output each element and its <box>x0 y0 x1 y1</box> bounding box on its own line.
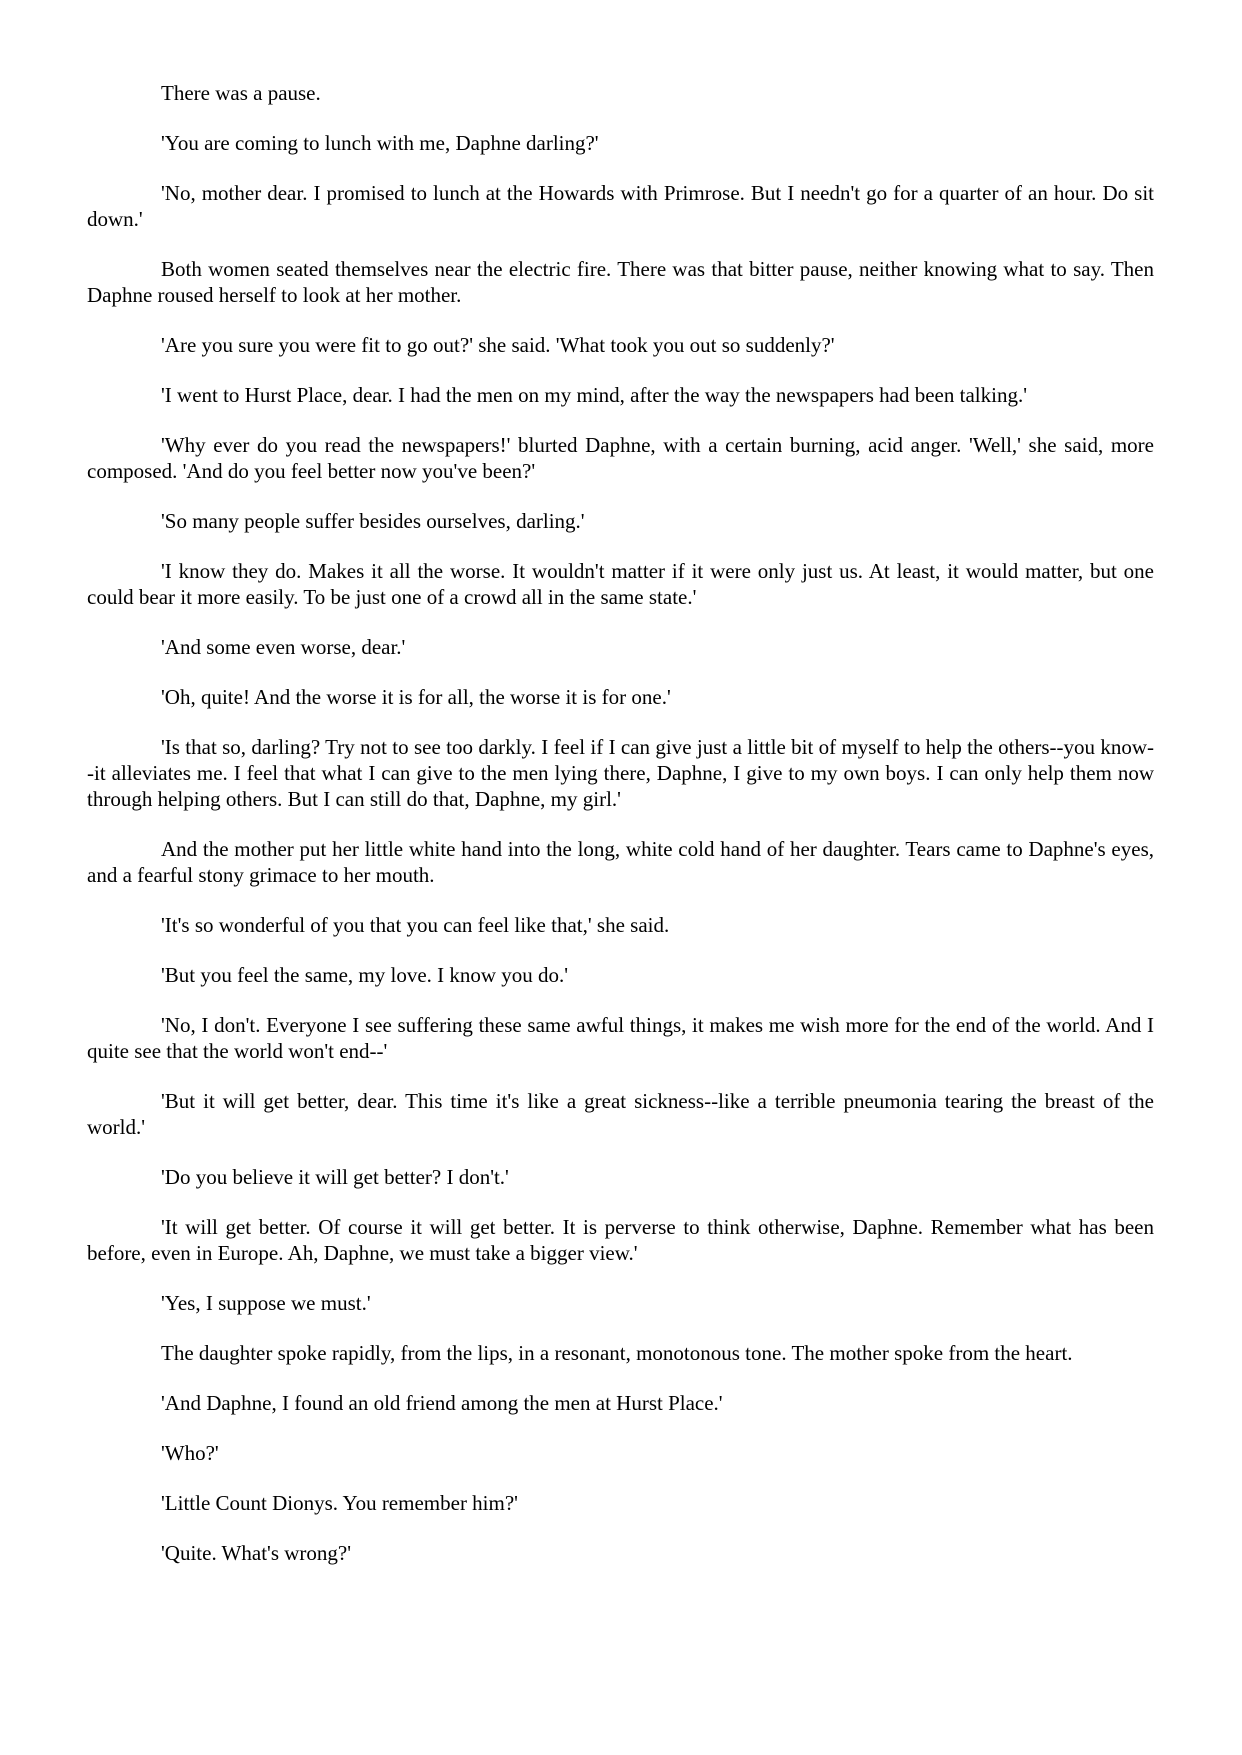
paragraph: 'I know they do. Makes it all the worse. It wouldn't matter if it were only just us. At least, it would matter, but one could bear it more easily. To be just one of a crowd all in the same state.' <box>87 559 1154 609</box>
paragraph: Both women seated themselves near the electric fire. There was that bitter pause, neither knowing what to say. Then Daphne roused herself to look at her mother. <box>87 257 1154 307</box>
paragraph: 'It will get better. Of course it will get better. It is perverse to think otherwise, Daphne. Remember what has been before, even in Europe. Ah, Daphne, we must take a bigger view.' <box>87 1215 1154 1265</box>
paragraph: 'No, I don't. Everyone I see suffering these same awful things, it makes me wish more for the end of the world. And I quite see that the world won't end--' <box>87 1013 1154 1063</box>
paragraph: 'Are you sure you were fit to go out?' she said. 'What took you out so suddenly?' <box>161 333 835 357</box>
paragraph: 'Yes, I suppose we must.' <box>161 1291 371 1315</box>
paragraph: 'It's so wonderful of you that you can feel like that,' she said. <box>161 913 670 937</box>
paragraph: 'Quite. What's wrong?' <box>161 1541 352 1565</box>
paragraph: 'Why ever do you read the newspapers!' blurted Daphne, with a certain burning, acid anger. 'Well,' she said, more composed. 'And do you feel better now you've been?' <box>87 433 1154 483</box>
paragraph: 'I went to Hurst Place, dear. I had the men on my mind, after the way the newspapers had been talking.' <box>161 383 1027 407</box>
paragraph: 'Little Count Dionys. You remember him?' <box>161 1491 518 1515</box>
paragraph: 'Do you believe it will get better? I don't.' <box>161 1165 509 1189</box>
paragraph: There was a pause. <box>161 81 321 105</box>
paragraph: 'No, mother dear. I promised to lunch at the Howards with Primrose. But I needn't go for a quarter of an hour. Do sit down.' <box>87 181 1154 231</box>
paragraph: 'And some even worse, dear.' <box>161 635 406 659</box>
paragraph: The daughter spoke rapidly, from the lips, in a resonant, monotonous tone. The mother spoke from the heart. <box>161 1341 1073 1365</box>
paragraph: 'Oh, quite! And the worse it is for all, the worse it is for one.' <box>161 685 671 709</box>
paragraph: 'You are coming to lunch with me, Daphne darling?' <box>161 131 599 155</box>
paragraph: And the mother put her little white hand into the long, white cold hand of her daughter. Tears came to Daphne's eyes, and a fearful stony grimace to her mouth. <box>87 837 1154 887</box>
paragraph: 'And Daphne, I found an old friend among the men at Hurst Place.' <box>161 1391 723 1415</box>
paragraph: 'Is that so, darling? Try not to see too darkly. I feel if I can give just a little bit of myself to help the others--you know--it alleviates me. I feel that what I can give to the men lying there, Daphne, I give to my own boys. I can only help them now through helping others. But I can still do that, Daphne, my girl.' <box>87 735 1154 811</box>
paragraph: 'So many people suffer besides ourselves, darling.' <box>161 509 585 533</box>
paragraph: 'But it will get better, dear. This time it's like a great sickness--like a terrible pneumonia tearing the breast of the world.' <box>87 1089 1154 1139</box>
paragraph: 'Who?' <box>161 1441 219 1465</box>
paragraph: 'But you feel the same, my love. I know you do.' <box>161 963 569 987</box>
text-column <box>87 80 1154 1590</box>
